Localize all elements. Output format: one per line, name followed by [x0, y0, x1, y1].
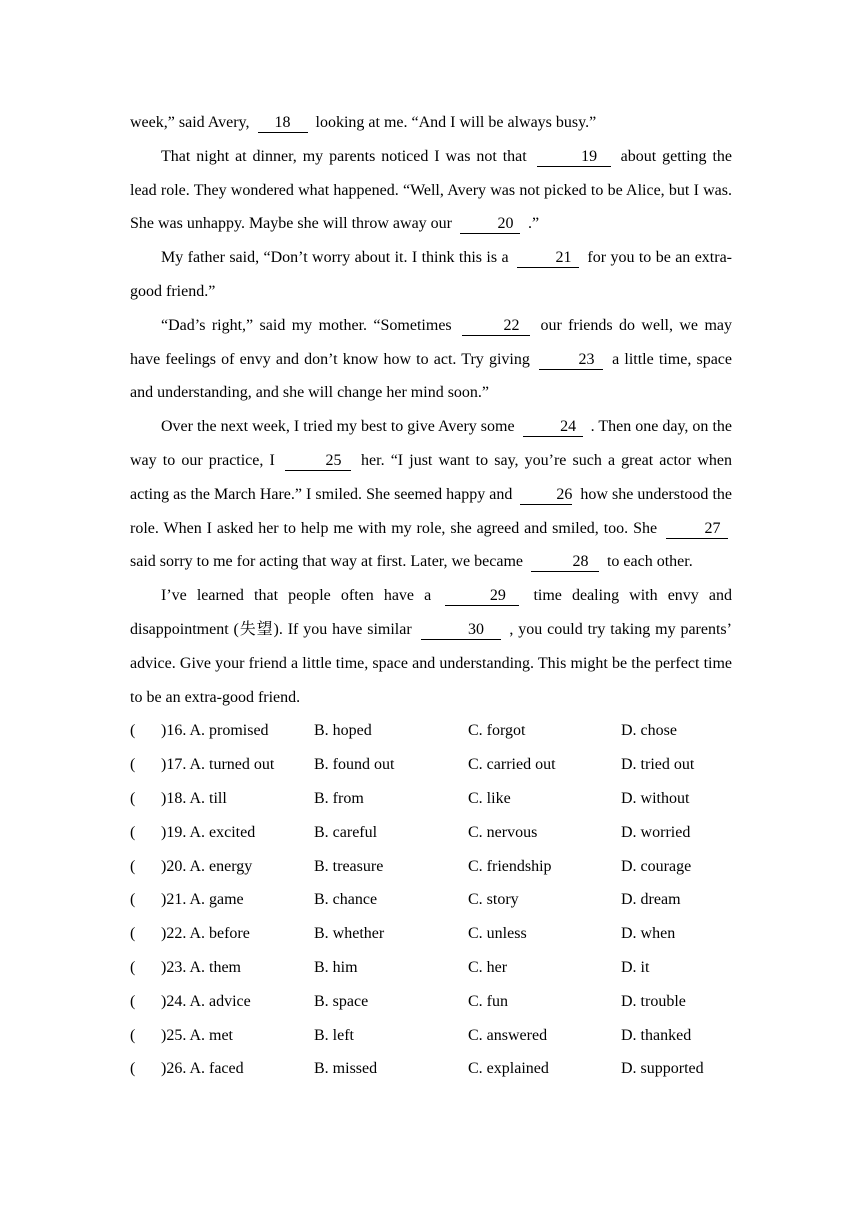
passage-text: looking at me. “And I will be always busy.” [311, 114, 597, 131]
answer-paren[interactable]: ( [130, 958, 136, 976]
question-row [130, 1019, 732, 1053]
blank-18: 18 [258, 114, 308, 133]
blank-23: 23 [539, 351, 603, 370]
question-row [130, 816, 732, 850]
answer-paren[interactable]: ( [130, 1060, 136, 1078]
option-d: D. chose [621, 722, 677, 740]
blank-25: 25 [285, 452, 351, 471]
answer-paren[interactable]: ( [130, 756, 136, 774]
question-row [130, 985, 732, 1019]
option-c: C. explained [468, 1060, 549, 1078]
document-page [130, 106, 732, 1086]
option-b: B. careful [314, 823, 378, 841]
answer-paren[interactable]: ( [130, 722, 136, 740]
answer-paren[interactable]: ( [130, 992, 136, 1010]
option-a: )26. A. faced [161, 1060, 244, 1078]
option-c: C. carried out [468, 756, 556, 774]
answer-paren[interactable]: ( [130, 823, 136, 841]
option-b: B. left [314, 1026, 354, 1044]
blank-19: 19 [537, 148, 611, 167]
option-a: )19. A. excited [161, 823, 256, 841]
question-row [130, 951, 732, 985]
passage-text: My father said, “Don’t worry about it. I think this is a [161, 249, 513, 267]
option-b: B. from [314, 789, 364, 807]
option-d: D. thanked [621, 1026, 692, 1044]
option-b: B. missed [314, 1060, 378, 1078]
passage-text: how she understood the role. When I asked her to help me with my role, she agreed and smiled, too. She [130, 485, 733, 537]
option-c: C. story [468, 891, 519, 909]
option-c: C. unless [468, 925, 527, 943]
option-b: B. whether [314, 925, 385, 943]
option-d: D. trouble [621, 992, 686, 1010]
passage-text: said sorry to me for acting that way at first. Later, we became [130, 553, 527, 571]
option-d: D. supported [621, 1060, 704, 1078]
option-c: C. fun [468, 992, 508, 1010]
passage-paragraph [130, 410, 732, 579]
blank-24: 24 [523, 418, 583, 437]
passage-text: .” [524, 215, 540, 233]
option-d: D. tried out [621, 756, 695, 774]
option-a: )16. A. promised [161, 722, 269, 740]
question-row [130, 850, 732, 884]
passage-paragraph [130, 140, 732, 241]
option-a: )20. A. energy [161, 857, 253, 875]
blank-28: 28 [531, 553, 599, 572]
option-b: B. chance [314, 891, 378, 909]
option-a: )17. A. turned out [161, 756, 275, 774]
answer-paren[interactable]: ( [130, 857, 136, 875]
blank-27: 27 [666, 520, 728, 539]
option-b: B. space [314, 992, 369, 1010]
option-d: D. without [621, 789, 690, 807]
passage-text: , you could try taking my parents’ advice. Give your friend a little time, space and understanding. This might be the perfect time to be an extra-good friend. [130, 620, 732, 706]
option-d: D. when [621, 925, 676, 943]
question-row [130, 917, 732, 951]
passage-paragraph [130, 309, 732, 410]
passage-text: “Dad’s right,” said my mother. “Sometimes [161, 316, 459, 334]
passage-text: for you to be an extra-good friend.” [130, 249, 733, 300]
answer-paren[interactable]: ( [130, 925, 136, 943]
option-d: D. courage [621, 857, 692, 875]
question-row [130, 782, 732, 816]
passage-paragraph [130, 106, 732, 140]
blank-20: 20 [460, 215, 520, 234]
option-d: D. worried [621, 823, 691, 841]
option-b: B. treasure [314, 857, 384, 875]
option-b: B. hoped [314, 722, 372, 740]
passage-text: our friends do well, we may have feelings of envy and don’t know how to act. Try giving [130, 316, 732, 368]
option-c: C. nervous [468, 823, 538, 841]
option-a: )21. A. game [161, 891, 244, 909]
passage-text: about getting the lead role. They wondered what happened. “Well, Avery was not picked to be Alice, but I was. She was unhappy. Maybe she will throw away our [130, 147, 733, 233]
blank-30: 30 [421, 621, 501, 640]
passage-paragraph [130, 579, 732, 714]
option-b: B. him [314, 958, 358, 976]
passage-text: time dealing with envy and disappointment (失望). If you have similar [130, 587, 733, 638]
passage-text: to each other. [602, 553, 693, 571]
passage-text: her. “I just want to say, you’re such a great actor when acting as the March Hare.” I smiled. She seemed happy and [130, 451, 732, 503]
question-row [130, 1052, 732, 1086]
passage-text: That night at dinner, my parents noticed I was not that [161, 147, 533, 165]
option-a: )25. A. met [161, 1026, 233, 1044]
question-list [130, 714, 732, 1086]
blank-29: 29 [445, 587, 519, 606]
option-a: )23. A. them [161, 958, 241, 976]
blank-26: 26 [520, 486, 572, 505]
option-a: )22. A. before [161, 925, 250, 943]
question-row [130, 748, 732, 782]
option-c: C. like [468, 789, 511, 807]
option-a: )18. A. till [161, 789, 227, 807]
option-d: D. dream [621, 891, 681, 909]
option-a: )24. A. advice [161, 992, 251, 1010]
passage-text: week,” said Avery, [130, 114, 254, 131]
answer-paren[interactable]: ( [130, 891, 136, 909]
option-c: C. forgot [468, 722, 526, 740]
answer-paren[interactable]: ( [130, 1026, 136, 1044]
passage-text: I’ve learned that people often have a [161, 587, 442, 605]
passage-text: a little time, space and understanding, and she will change her mind soon.” [130, 350, 732, 402]
option-c: C. her [468, 958, 508, 976]
option-d: D. it [621, 958, 650, 976]
blank-21: 21 [517, 249, 579, 268]
question-row [130, 714, 732, 748]
option-c: C. answered [468, 1026, 548, 1044]
answer-paren[interactable]: ( [130, 789, 136, 807]
passage-text: Over the next week, I tried my best to give Avery some [161, 418, 519, 436]
option-c: C. friendship [468, 857, 552, 875]
option-b: B. found out [314, 756, 395, 774]
question-row [130, 883, 732, 917]
blank-22: 22 [462, 317, 530, 336]
passage-paragraph [130, 241, 732, 309]
passage-text: . Then one day, on the way to our practice, I [130, 418, 732, 469]
